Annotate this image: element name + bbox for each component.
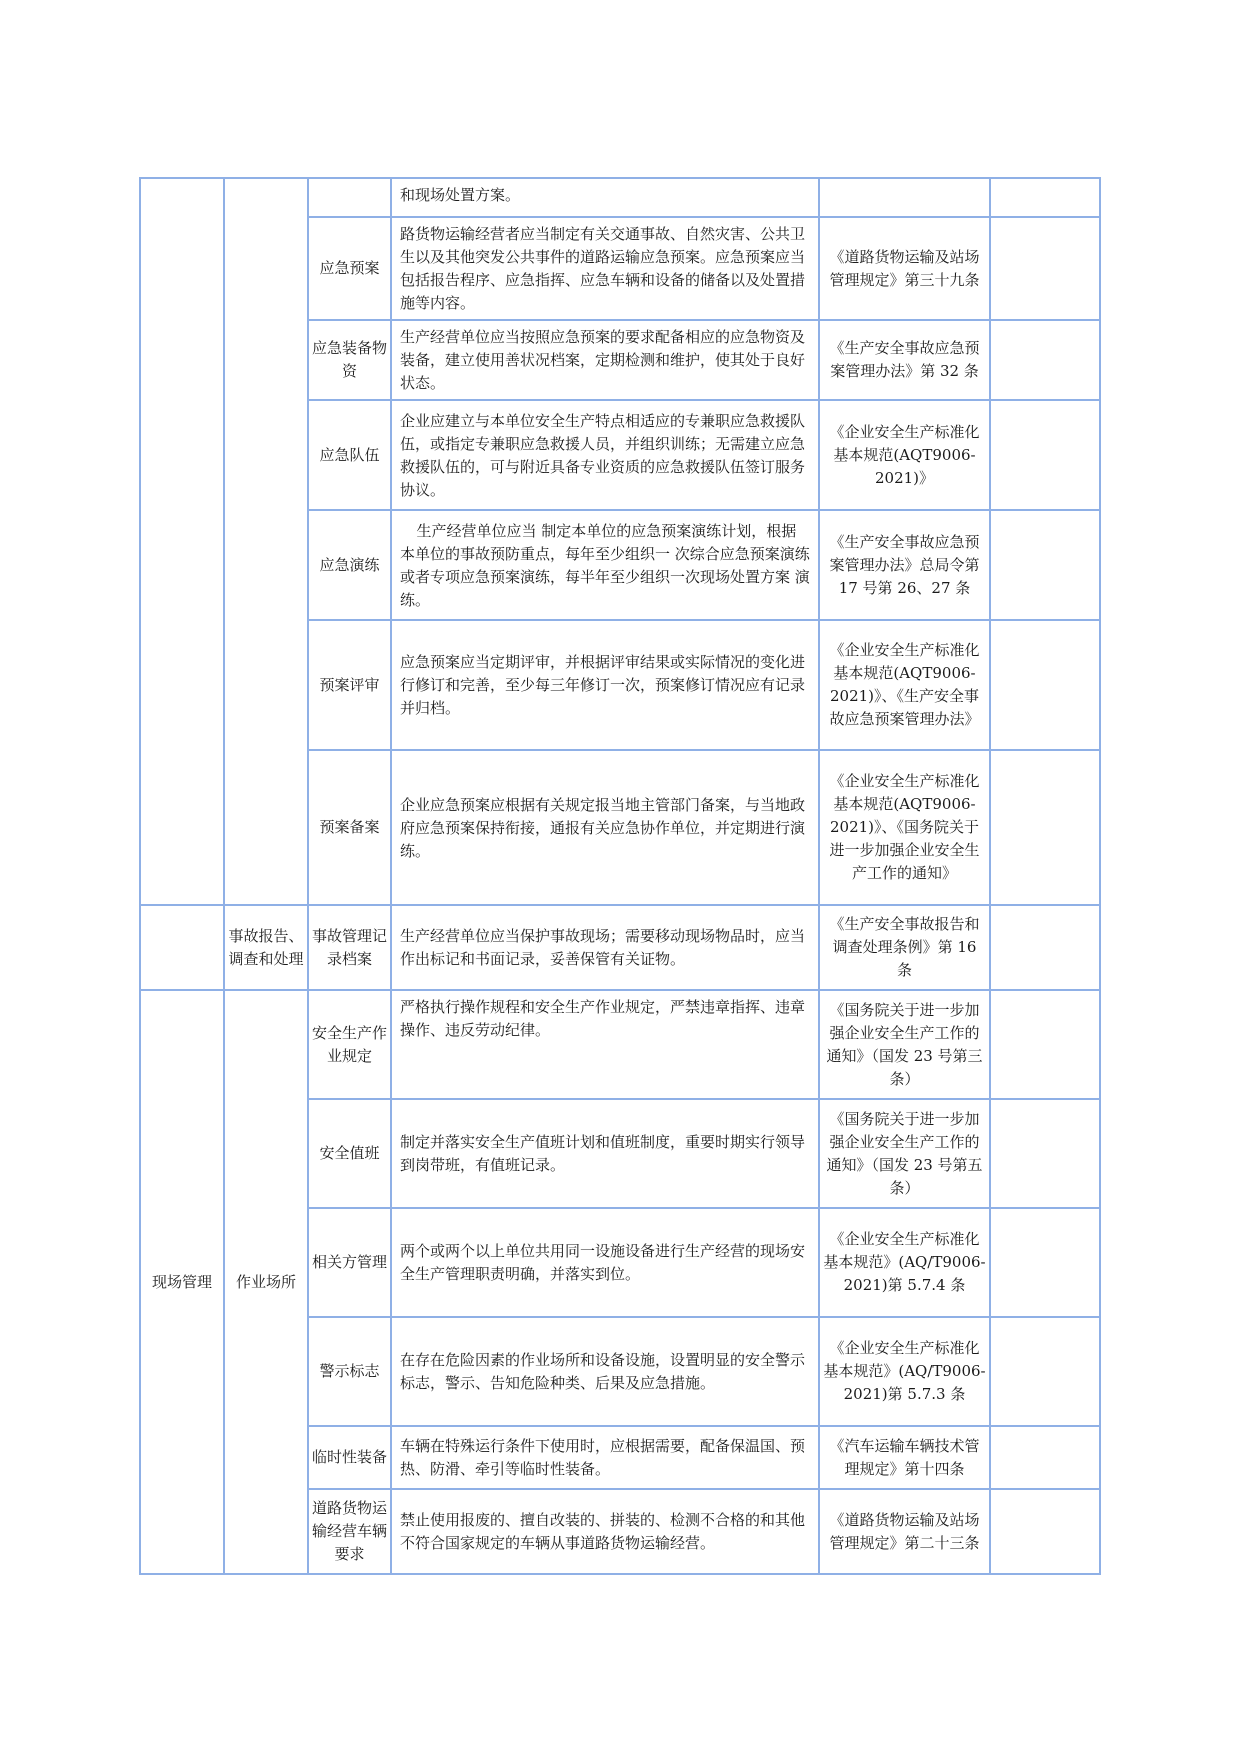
remark-cell — [990, 990, 1100, 1099]
content-cell: 严格执行操作规程和安全生产作业规定，严禁违章指挥、违章操作、违反劳动纪律。 — [391, 990, 819, 1099]
table-row — [140, 990, 1100, 1099]
content-cell: 生产经营单位应当按照应急预案的要求配备相应的应急物资及装备，建立使用善状况档案，定期检测和维护，使其处于良好状态。 — [391, 320, 819, 400]
remark-cell — [990, 750, 1100, 905]
subcategory-cell: 事故报告、调查和处理 — [224, 905, 308, 990]
subcategory-cell: 作业场所 — [224, 990, 308, 1574]
basis-cell: 《国务院关于进一步加强企业安全生产工作的通知》（国发 23 号第三条） — [819, 990, 990, 1099]
remark-cell — [990, 400, 1100, 510]
item-cell: 安全值班 — [308, 1099, 391, 1208]
table-row — [140, 178, 1100, 217]
basis-cell: 《企业安全生产标准化基本规范(AQT9006-2021)》、《生产安全事故应急预案管理办法》 — [819, 620, 990, 750]
content-cell: 生产经营单位应当 制定本单位的应急预案演练计划，根据本单位的事故预防重点，每年至少组织一 次综合应急预案演练或者专项应急预案演练，每半年至少组织一次现场处置方案 演练。 — [391, 510, 819, 620]
item-cell: 临时性装备 — [308, 1426, 391, 1489]
remark-cell — [990, 217, 1100, 320]
content-cell: 禁止使用报废的、擅自改装的、拼装的、检测不合格的和其他不符合国家规定的车辆从事道路货物运输经营。 — [391, 1489, 819, 1574]
basis-cell: 《企业安全生产标准化基本规范(AQT9006-2021)》、《国务院关于进一步加强企业安全生产工作的通知》 — [819, 750, 990, 905]
table-row — [140, 905, 1100, 990]
item-cell: 预案评审 — [308, 620, 391, 750]
remark-cell — [990, 1426, 1100, 1489]
item-cell: 应急装备物资 — [308, 320, 391, 400]
content-cell: 企业应建立与本单位安全生产特点相适应的专兼职应急救援队伍，或指定专兼职应急救援人员，并组织训练；无需建立应急救援队伍的，可与附近具备专业资质的应急救援队伍签订服务协议。 — [391, 400, 819, 510]
basis-cell: 《企业安全生产标准化基本规范(AQT9006-2021)》 — [819, 400, 990, 510]
basis-cell: 《生产安全事故报告和调查处理条例》第 16 条 — [819, 905, 990, 990]
item-cell: 道路货物运输经营车辆要求 — [308, 1489, 391, 1574]
category-cell — [140, 905, 224, 990]
remark-cell — [990, 1489, 1100, 1574]
basis-cell: 《道路货物运输及站场管理规定》第二十三条 — [819, 1489, 990, 1574]
basis-cell: 《道路货物运输及站场管理规定》第三十九条 — [819, 217, 990, 320]
content-cell: 制定并落实安全生产值班计划和值班制度，重要时期实行领导到岗带班，有值班记录。 — [391, 1099, 819, 1208]
item-cell: 警示标志 — [308, 1317, 391, 1426]
remark-cell — [990, 1099, 1100, 1208]
item-cell: 应急预案 — [308, 217, 391, 320]
content-cell: 企业应急预案应根据有关规定报当地主管部门备案，与当地政府应急预案保持衔接，通报有关应急协作单位，并定期进行演练。 — [391, 750, 819, 905]
item-cell: 相关方管理 — [308, 1208, 391, 1317]
category-cell — [140, 178, 224, 905]
remark-cell — [990, 620, 1100, 750]
content-cell: 生产经营单位应当保护事故现场；需要移动现场物品时，应当作出标记和书面记录，妥善保管有关证物。 — [391, 905, 819, 990]
basis-cell: 《生产安全事故应急预案管理办法》第 32 条 — [819, 320, 990, 400]
remark-cell — [990, 510, 1100, 620]
item-cell — [308, 178, 391, 217]
remark-cell — [990, 1317, 1100, 1426]
item-cell: 应急队伍 — [308, 400, 391, 510]
basis-cell: 《生产安全事故应急预案管理办法》总局令第 17 号第 26、27 条 — [819, 510, 990, 620]
content-cell: 路货物运输经营者应当制定有关交通事故、自然灾害、公共卫生以及其他突发公共事件的道路运输应急预案。应急预案应当包括报告程序、应急指挥、应急车辆和设备的储备以及处置措施等内容。 — [391, 217, 819, 320]
basis-cell: 《企业安全生产标准化基本规范》(AQ/T9006-2021)第 5.7.4 条 — [819, 1208, 990, 1317]
regulation-table-page — [139, 177, 1099, 1575]
item-cell: 安全生产作业规定 — [308, 990, 391, 1099]
remark-cell — [990, 1208, 1100, 1317]
content-cell: 车辆在特殊运行条件下使用时，应根据需要，配备保温国、预热、防滑、牵引等临时性装备。 — [391, 1426, 819, 1489]
remark-cell — [990, 178, 1100, 217]
basis-cell: 《汽车运输车辆技术管理规定》第十四条 — [819, 1426, 990, 1489]
basis-cell: 《企业安全生产标准化基本规范》(AQ/T9006-2021)第 5.7.3 条 — [819, 1317, 990, 1426]
remark-cell — [990, 905, 1100, 990]
category-cell: 现场管理 — [140, 990, 224, 1574]
content-cell: 和现场处置方案。 — [391, 178, 819, 217]
content-cell: 应急预案应当定期评审，并根据评审结果或实际情况的变化进行修订和完善，至少每三年修订一次，预案修订情况应有记录并归档。 — [391, 620, 819, 750]
content-cell: 两个或两个以上单位共用同一设施设备进行生产经营的现场安全生产管理职责明确，并落实到位。 — [391, 1208, 819, 1317]
content-cell: 在存在危险因素的作业场所和设备设施，设置明显的安全警示标志，警示、告知危险种类、后果及应急措施。 — [391, 1317, 819, 1426]
remark-cell — [990, 320, 1100, 400]
subcategory-cell — [224, 178, 308, 905]
item-cell: 应急演练 — [308, 510, 391, 620]
basis-cell — [819, 178, 990, 217]
item-cell: 预案备案 — [308, 750, 391, 905]
regulation-table — [139, 177, 1101, 1575]
basis-cell: 《国务院关于进一步加强企业安全生产工作的通知》（国发 23 号第五条） — [819, 1099, 990, 1208]
item-cell: 事故管理记录档案 — [308, 905, 391, 990]
